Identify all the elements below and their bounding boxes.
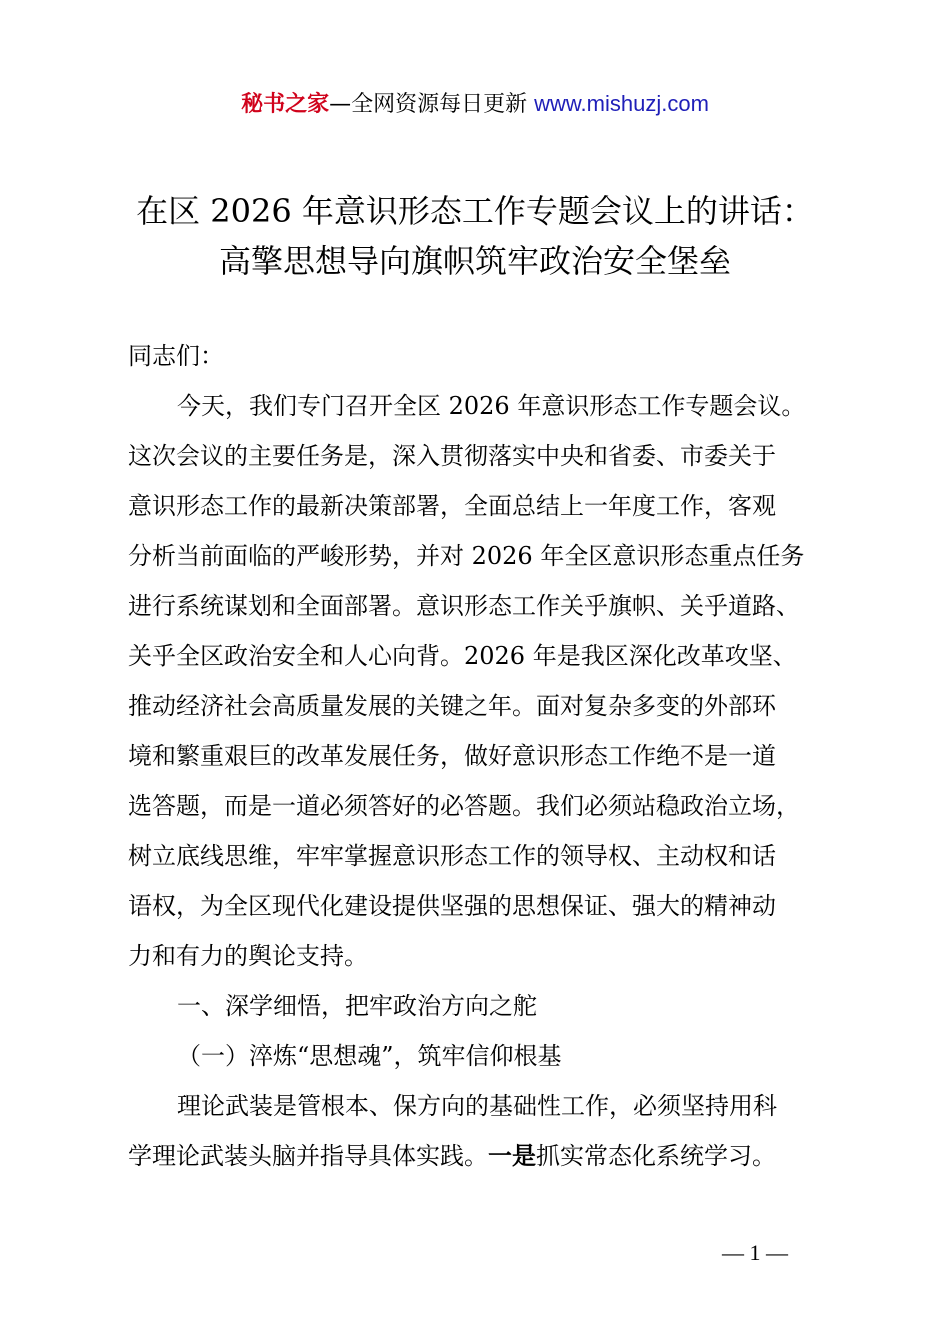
section-heading: 一、深学细悟，把牢政治方向之舵 <box>177 992 537 1020</box>
document-title-line-1: 在区 2026 年意识形态工作专题会议上的讲话： <box>136 192 814 230</box>
body-line: 理论武装是管根本、保方向的基础性工作，必须坚持用科 <box>177 1092 777 1120</box>
salutation: 同志们： <box>128 342 224 370</box>
body-line: 语权，为全区现代化建设提供坚强的思想保证、强大的精神动 <box>128 892 776 920</box>
body-text: 学理论武装头脑并指导具体实践。 <box>128 1142 488 1170</box>
body-line: 力和有力的舆论支持。 <box>128 942 368 970</box>
body-line: 选答题，而是一道必须答好的必答题。我们必须站稳政治立场， <box>128 792 800 820</box>
site-url-link[interactable]: www.mishuzj.com <box>534 91 709 116</box>
brand-name: 秘书之家 <box>241 92 330 117</box>
body-line: 这次会议的主要任务是，深入贯彻落实中央和省委、市委关于 <box>128 442 776 470</box>
body-line <box>128 1141 863 1171</box>
body-line: 意识形态工作的最新决策部署，全面总结上一年度工作，客观 <box>128 492 776 520</box>
body-line: 关乎全区政治安全和人心向背。2026 年是我区深化改革攻坚、 <box>128 642 797 670</box>
body-line: 境和繁重艰巨的改革发展任务，做好意识形态工作绝不是一道 <box>128 742 776 770</box>
emphasis-text: 一是 <box>488 1141 536 1170</box>
body-text: 抓实常态化系统学习。 <box>536 1142 776 1170</box>
body-line: 分析当前面临的严峻形势，并对 2026 年全区意识形态重点任务 <box>128 542 805 570</box>
body-line: 树立底线思维，牢牢掌握意识形态工作的领导权、主动权和话 <box>128 842 776 870</box>
document-title-line-2: 高擎思想导向旗帜筑牢政治安全堡垒 <box>218 242 731 280</box>
body-line: 进行系统谋划和全面部署。意识形态工作关乎旗帜、关乎道路、 <box>128 592 800 620</box>
site-header <box>0 88 950 121</box>
header-slogan: —全网资源每日更新 <box>329 92 528 117</box>
subsection-heading: （一）淬炼“思想魂”，筑牢信仰根基 <box>177 1042 562 1070</box>
page-number-text: — 1 — <box>722 1240 788 1265</box>
body-line: 今天，我们专门召开全区 2026 年意识形态工作专题会议。 <box>177 392 806 420</box>
body-line: 推动经济社会高质量发展的关键之年。面对复杂多变的外部环 <box>128 692 776 720</box>
